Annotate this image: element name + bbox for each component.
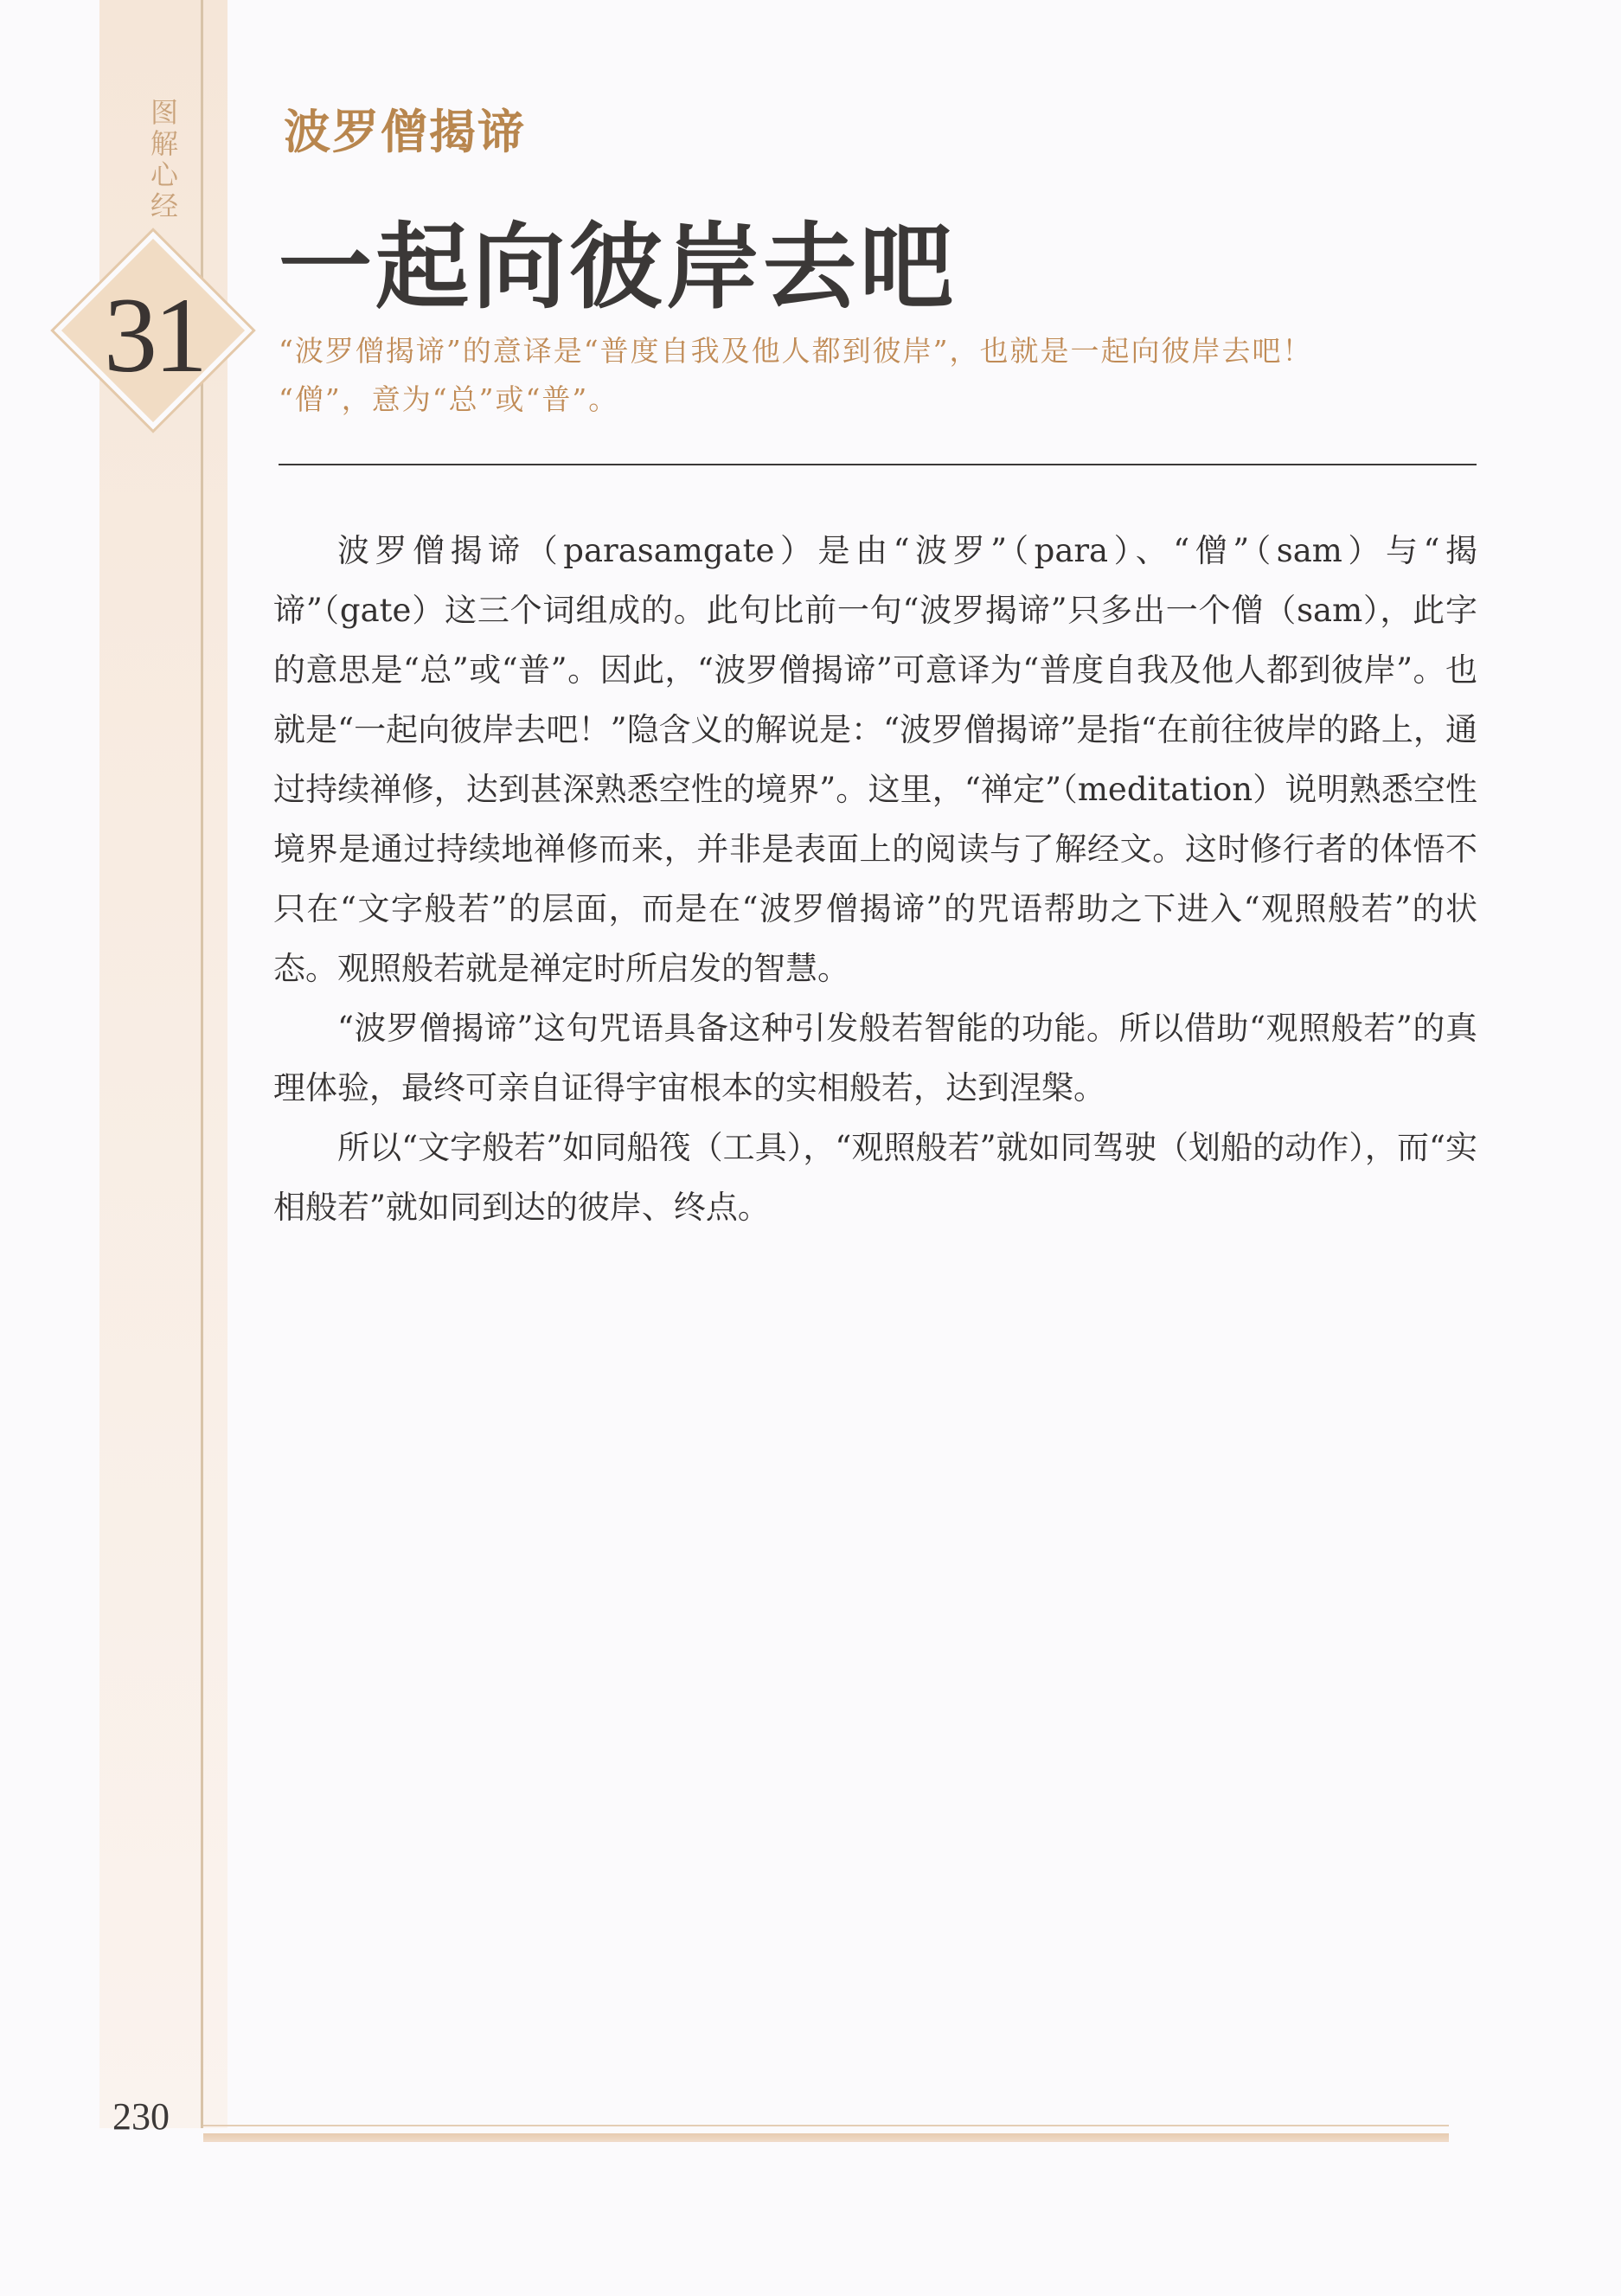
book-title-vertical: 图解心经 — [150, 96, 178, 222]
intro-summary — [279, 327, 1490, 424]
chapter-number: 31 — [104, 276, 204, 394]
intro-line-2: “僧”，意为“总”或“普”。 — [279, 382, 619, 416]
footer-line — [203, 2125, 1449, 2126]
body-paragraph: 所以“文字般若”如同船筏（工具），“观照般若”就如同驾驶（划船的动作），而“实相般若”就如同到达的彼岸、终点。 — [273, 1129, 1477, 1226]
footer-bar — [203, 2133, 1449, 2142]
body-paragraph: 波罗僧揭谛（parasamgate）是由“波罗”（para）、“僧”（sam）与“揭谛”（gate）这三个词组成的。此句比前一句“波罗揭谛”只多出一个僧（sam），此字的意思是“总”或“普”。因此，“波罗僧揭谛”可意译为“普度自我及他人都到彼岸”。也就是“一起向彼岸去吧！”隐含义的解说是：“波罗僧揭谛”是指“在前往彼岸的路上，通过持续禅修，达到甚深熟悉空性的境界”。这里，“禅定”（meditation）说明熟悉空性境界是通过持续地禅修而来，并非是表面上的阅读与了解经文。这时修行者的体悟不只在“文字般若”的层面，而是在“波罗僧揭谛”的咒语帮助之下进入“观照般若”的状态。观照般若就是禅定时所启发的智慧。 — [273, 532, 1477, 987]
page-number: 230 — [112, 2095, 170, 2138]
section-subtitle: 波罗僧揭谛 — [284, 104, 526, 159]
page-title: 一起向彼岸去吧 — [279, 213, 958, 322]
body-paragraph: “波罗僧揭谛”这句咒语具备这种引发般若智能的功能。所以借助“观照般若”的真理体验，最终可亲自证得宇宙根本的实相般若，达到涅槃。 — [273, 1010, 1477, 1106]
intro-line-1: “波罗僧揭谛”的意译是“普度自我及他人都到彼岸”，也就是一起向彼岸去吧！ — [279, 334, 1313, 368]
body-text — [273, 521, 1477, 1237]
divider-rule — [279, 464, 1477, 465]
